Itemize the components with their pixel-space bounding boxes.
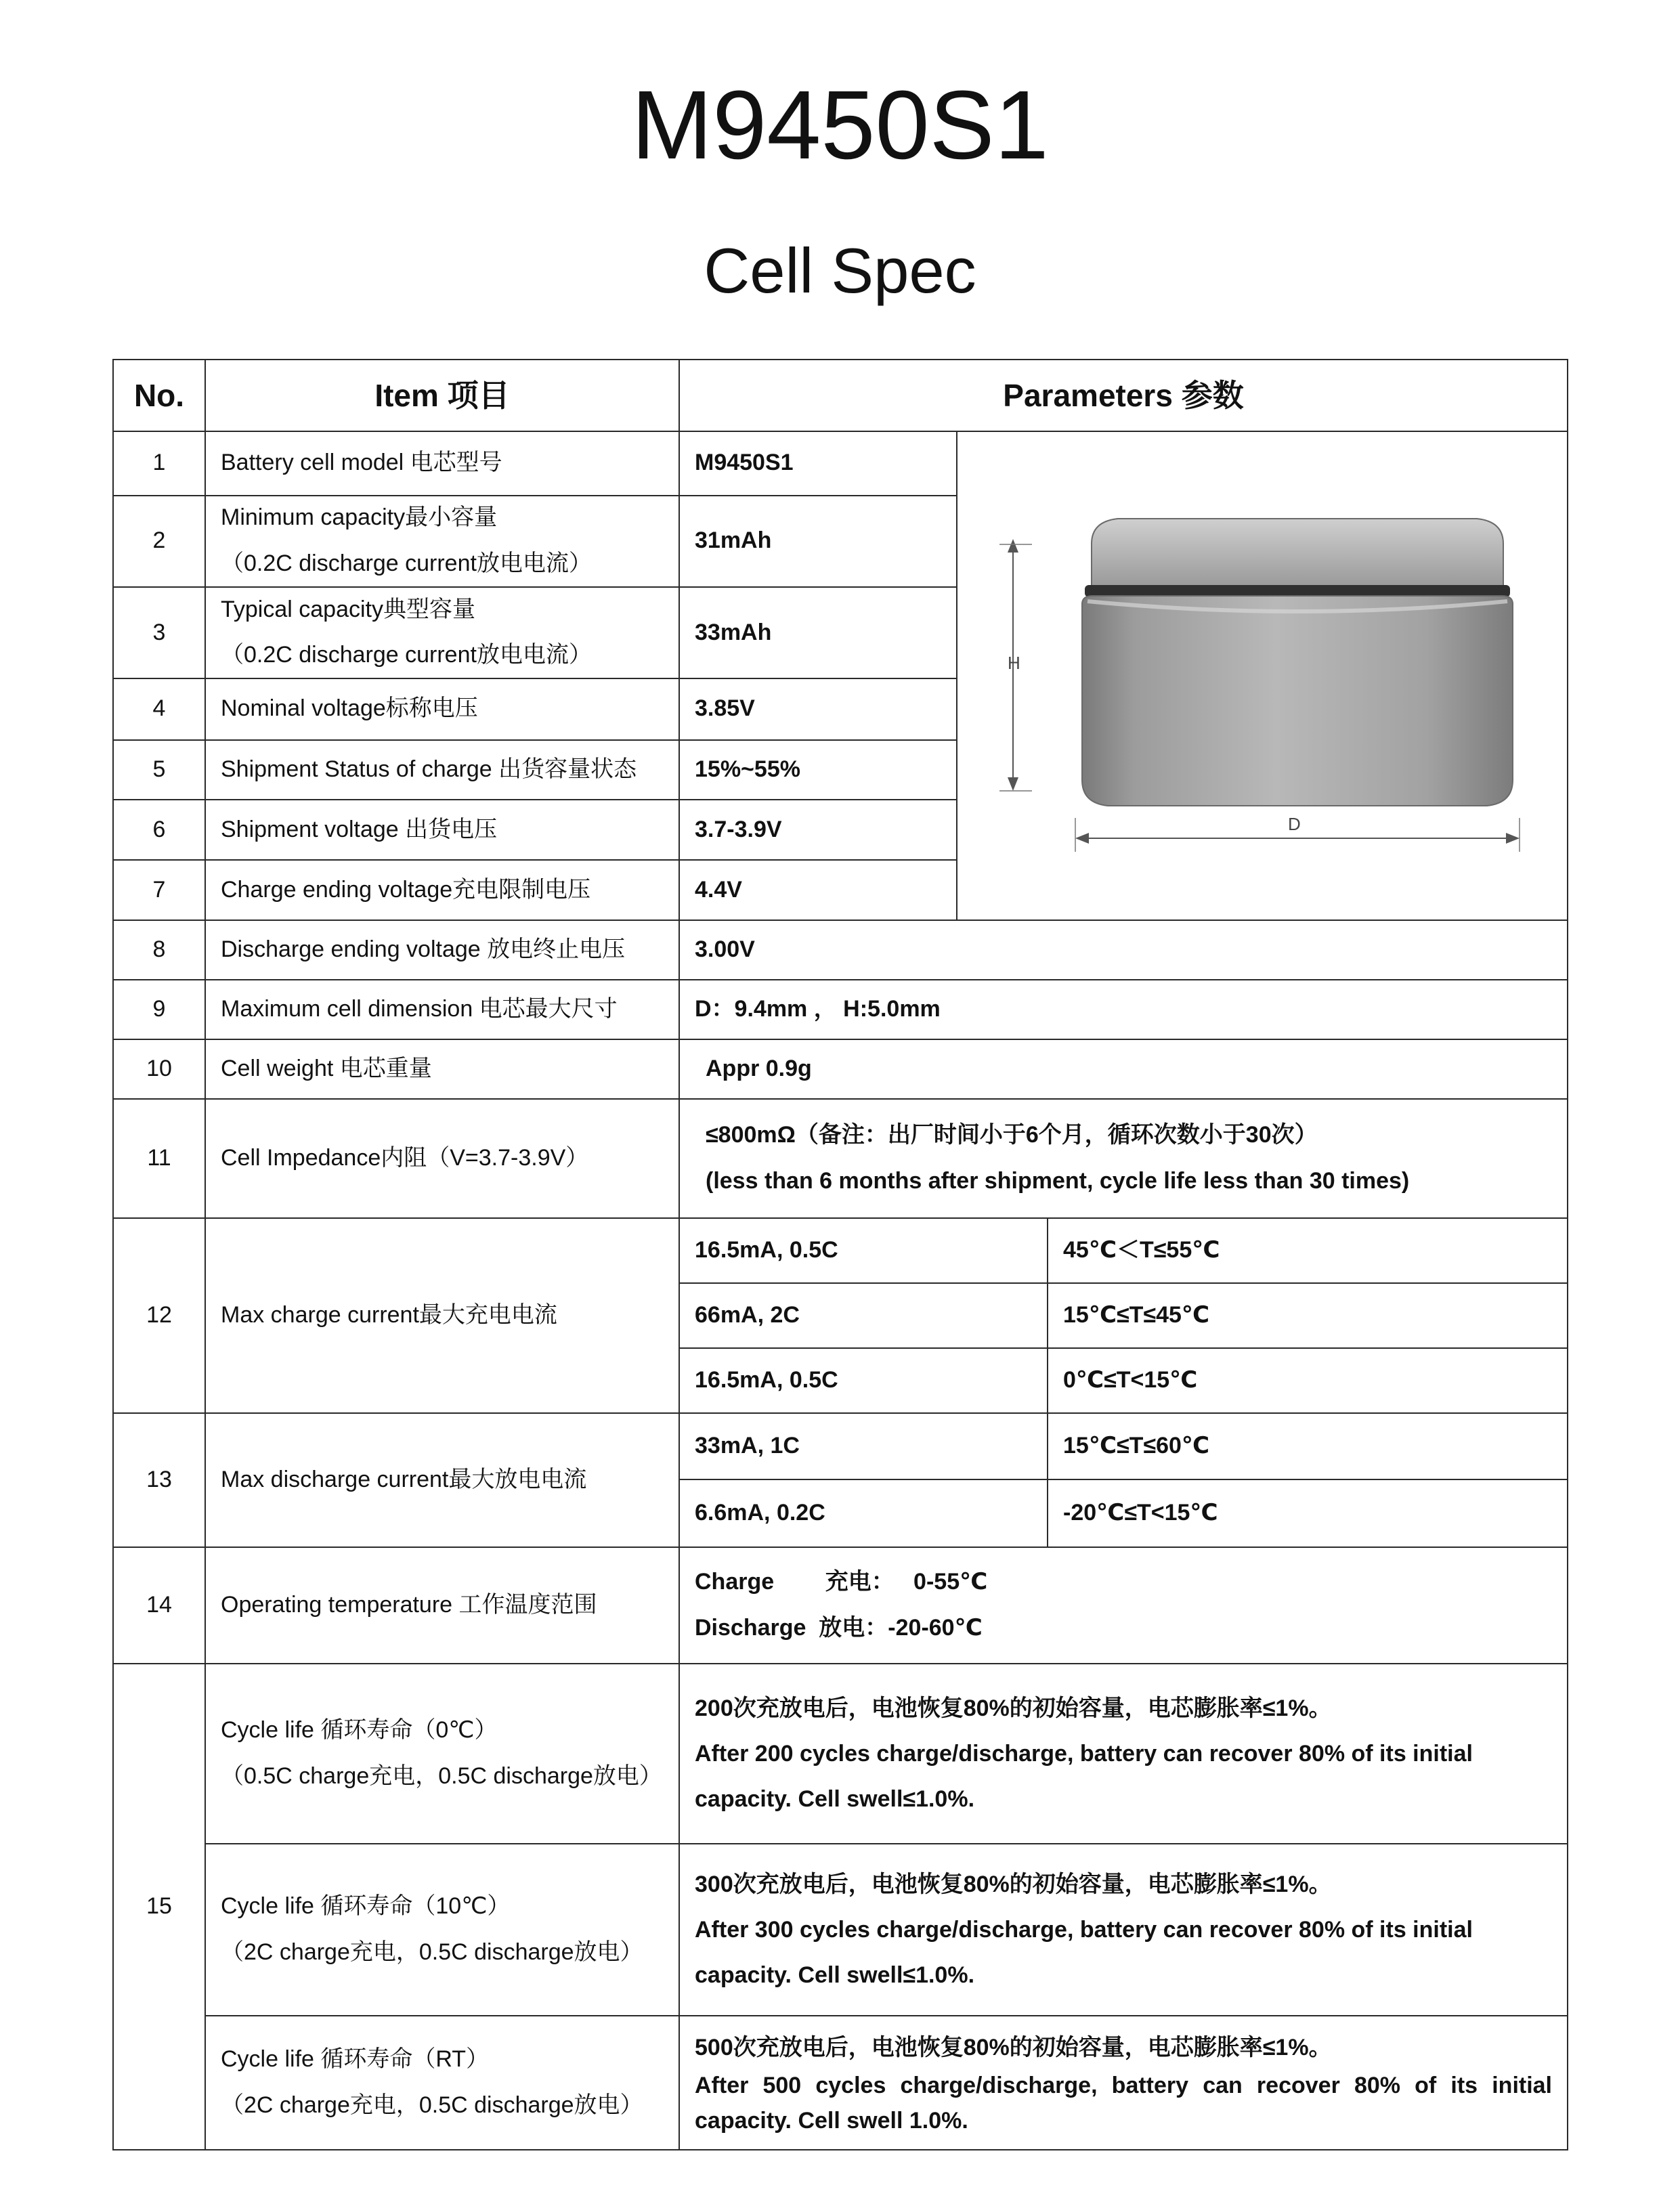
table-row: [113, 1547, 1568, 1664]
item-label: Operating temperature 工作温度范围: [205, 1547, 679, 1664]
table-row: [113, 1664, 1568, 1844]
row-number: 5: [113, 740, 205, 800]
row-number: 12: [113, 1218, 205, 1413]
temperature-range: 45℃＜T≤55℃: [1048, 1218, 1568, 1283]
spec-table: [112, 359, 1568, 2150]
row-number: 11: [113, 1099, 205, 1218]
param-value: Charge 充电： 0-55℃ Discharge 放电：-20-60℃: [679, 1547, 1568, 1664]
item-label: Max charge current最大充电电流: [205, 1218, 679, 1413]
param-value: 15%~55%: [679, 740, 957, 800]
row-number: 8: [113, 920, 205, 980]
row-number: 9: [113, 980, 205, 1039]
param-value: 500次充放电后，电池恢复80%的初始容量，电芯膨胀率≤1%。 After 500 cycles charge/discharge, battery can recover 80% of its initial capacity. Cell swell 1.0%.: [679, 2016, 1568, 2150]
row-number: 7: [113, 860, 205, 920]
row-number: 15: [113, 1664, 205, 2150]
table-row: [113, 431, 1568, 496]
cell-diagram: [957, 431, 1568, 920]
item-label: Charge ending voltage充电限制电压: [205, 860, 679, 920]
table-row: [113, 1218, 1568, 1283]
body-shape: [1082, 596, 1513, 806]
item-label: Minimum capacity最小容量 （0.2C discharge current放电电流）: [205, 496, 679, 587]
diameter-label: D: [1288, 814, 1301, 834]
param-value: 200次充放电后，电池恢复80%的初始容量，电芯膨胀率≤1%。 After 200 cycles charge/discharge, battery can recover 80% of its initial capacity. Cell swell≤1.0%.: [679, 1664, 1568, 1844]
param-value: ≤800mΩ（备注：出厂时间小于6个月，循环次数小于30次） (less than 6 months after shipment, cycle life less than 30 times): [679, 1099, 1568, 1218]
item-label: Typical capacity典型容量 （0.2C discharge current放电电流）: [205, 587, 679, 678]
row-number: 2: [113, 496, 205, 587]
param-value: 300次充放电后，电池恢复80%的初始容量，电芯膨胀率≤1%。 After 300 cycles charge/discharge, battery can recover 80% of its initial capacity. Cell swell≤1.0%.: [679, 1844, 1568, 2016]
table-header-row: [113, 360, 1568, 431]
item-label: Shipment voltage 出货电压: [205, 800, 679, 860]
param-value: 33mAh: [679, 587, 957, 678]
row-number: 6: [113, 800, 205, 860]
discharge-current: 6.6mA, 0.2C: [679, 1479, 1048, 1547]
item-label: Discharge ending voltage 放电终止电压: [205, 920, 679, 980]
param-value: M9450S1: [679, 431, 957, 496]
param-value: Appr 0.9g: [679, 1039, 1568, 1099]
table-row: [113, 1039, 1568, 1099]
row-number: 4: [113, 678, 205, 740]
cap-shape: [1092, 519, 1503, 586]
item-label: Shipment Status of charge 出货容量状态: [205, 740, 679, 800]
table-row: [113, 920, 1568, 980]
header-item: Item 项目: [205, 360, 679, 431]
item-label: Cycle life 循环寿命（10℃） （2C charge充电，0.5C discharge放电）: [205, 1844, 679, 2016]
temperature-range: 15℃≤T≤60℃: [1048, 1413, 1568, 1479]
item-label: Maximum cell dimension 电芯最大尺寸: [205, 980, 679, 1039]
param-value: 4.4V: [679, 860, 957, 920]
height-label: H: [1008, 653, 1020, 673]
row-number: 14: [113, 1547, 205, 1664]
table-row: [113, 1413, 1568, 1479]
row-number: 10: [113, 1039, 205, 1099]
document-subtitle: Cell Spec: [704, 235, 976, 306]
temperature-range: 15℃≤T≤45℃: [1048, 1283, 1568, 1348]
charge-current: 16.5mA, 0.5C: [679, 1348, 1048, 1413]
param-value: D：9.4mm ， H:5.0mm: [679, 980, 1568, 1039]
item-label: Cycle life 循环寿命（RT） （2C charge充电，0.5C discharge放电）: [205, 2016, 679, 2150]
item-label: Nominal voltage标称电压: [205, 678, 679, 740]
param-value: 3.7-3.9V: [679, 800, 957, 860]
item-label: Max discharge current最大放电电流: [205, 1413, 679, 1547]
charge-current: 66mA, 2C: [679, 1283, 1048, 1348]
row-number: 1: [113, 431, 205, 496]
param-value: 3.85V: [679, 678, 957, 740]
temperature-range: 0℃≤T<15℃: [1048, 1348, 1568, 1413]
item-label: Cell weight 电芯重量: [205, 1039, 679, 1099]
document-title: M9450S1: [631, 70, 1049, 179]
table-row: [113, 980, 1568, 1039]
param-value: 3.00V: [679, 920, 1568, 980]
header-parameters: Parameters 参数: [679, 360, 1568, 431]
row-number: 3: [113, 587, 205, 678]
item-label: Battery cell model 电芯型号: [205, 431, 679, 496]
item-label: Cycle life 循环寿命（0℃） （0.5C charge充电，0.5C discharge放电）: [205, 1664, 679, 1844]
table-row: [113, 1844, 1568, 2016]
table-row: [113, 1099, 1568, 1218]
row-number: 13: [113, 1413, 205, 1547]
battery-cell-illustration: [972, 432, 1568, 920]
temperature-range: -20℃≤T<15℃: [1048, 1479, 1568, 1547]
table-row: [113, 2016, 1568, 2150]
param-value: 31mAh: [679, 496, 957, 587]
discharge-current: 33mA, 1C: [679, 1413, 1048, 1479]
item-label: Cell Impedance内阻（V=3.7-3.9V）: [205, 1099, 679, 1218]
header-no: No.: [113, 360, 205, 431]
charge-current: 16.5mA, 0.5C: [679, 1218, 1048, 1283]
